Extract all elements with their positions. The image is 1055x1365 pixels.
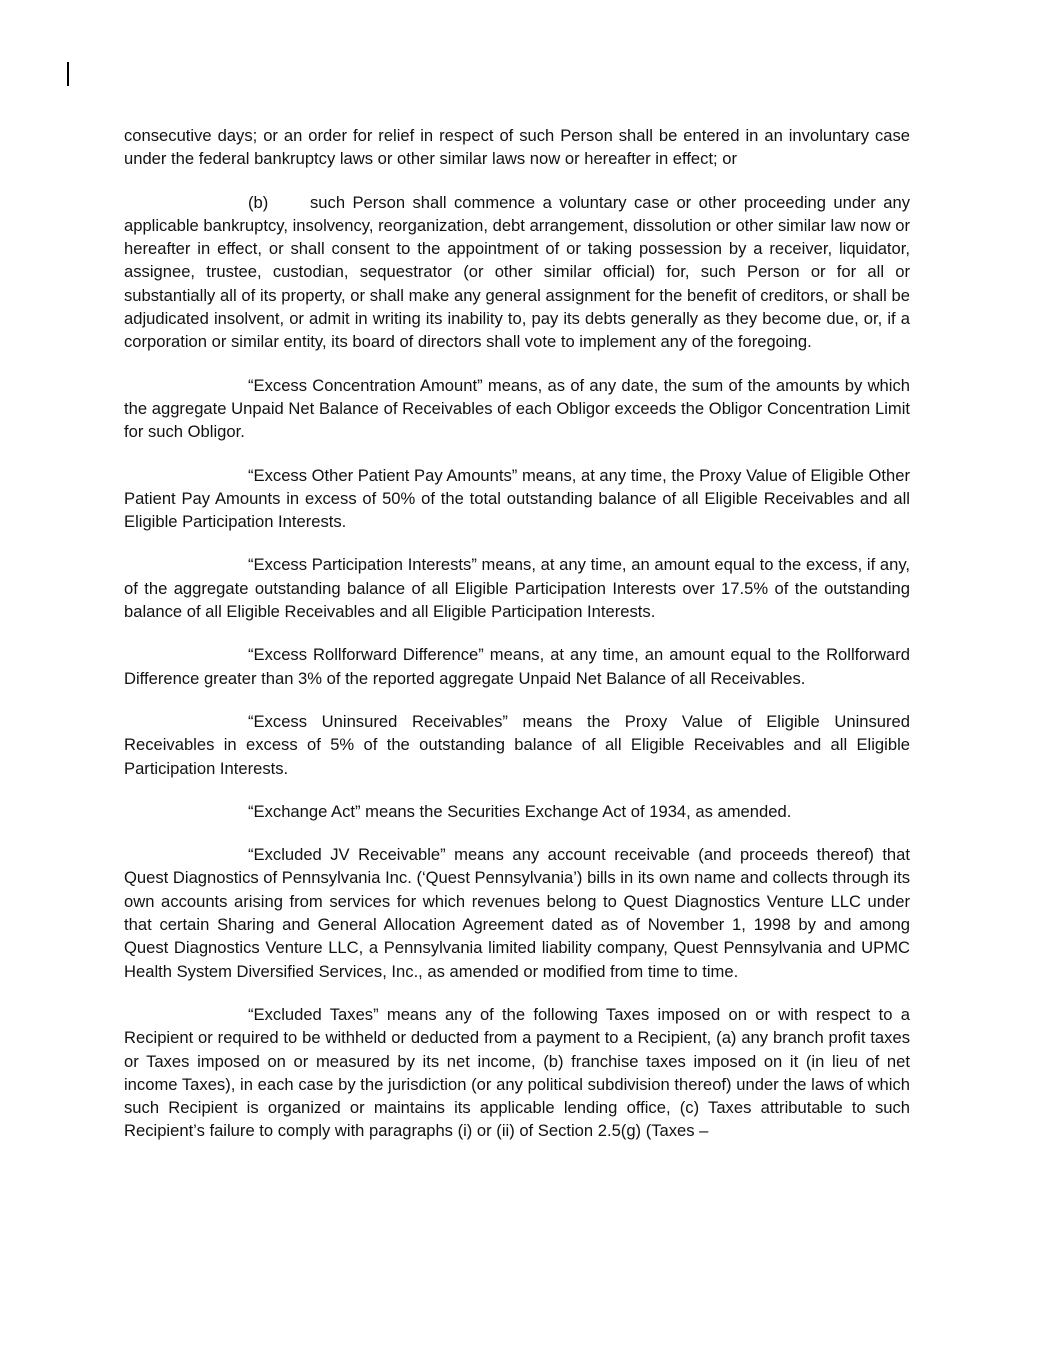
definition-excess-concentration-amount: “Excess Concentration Amount” means, as of any date, the sum of the amounts by which the aggregate Unpaid Net Balance of Receivables of each Obligor exceeds the Obligor Concentration Limit for such Obligor. [124, 375, 910, 442]
definition-excess-other-patient-pay-amounts: “Excess Other Patient Pay Amounts” means, at any time, the Proxy Value of Eligible Other Patient Pay Amounts in excess of 50% of the total outstanding balance of all Eligible Receivables and all Eligible Participation Interests. [124, 465, 910, 532]
clause-text: such Person shall commence a voluntary case or other proceeding under any applicable bankruptcy, insolvency, reorganization, debt arrangement, dissolution or other similar law now or hereafter in effect, or shall consent to the appointment of or taking possession by a receiver, liquidator, assignee, trustee, custodian, sequestrator (or other similar official) for, such Person or for all or substantially all of its property, or shall make any general assignment for the benefit of creditors, or shall be adjudicated insolvent, or admit in writing its inability to, pay its debts generally as they become due, or, if a corporation or similar entity, its board of directors shall vote to implement any of the foregoing. [124, 192, 910, 352]
revision-change-bar [67, 62, 69, 86]
definition-excess-rollforward-difference: “Excess Rollforward Difference” means, at any time, an amount equal to the Rollforward Difference greater than 3% of the reported aggregate Unpaid Net Balance of all Receivables. [124, 645, 910, 688]
definition-excluded-jv-receivable: “Excluded JV Receivable” means any account receivable (and proceeds thereof) that Quest Diagnostics of Pennsylvania Inc. (‘Quest Pennsylvania’) bills in its own name and collects through its own accounts arising from services for which revenues belong to Quest Diagnostics Venture LLC under that certain Sharing and General Allocation Agreement dated as of November 1, 1998 by and among Quest Diagnostics Venture LLC, a Pennsylvania limited liability company, Quest Pennsylvania and UPMC Health System Diversified Services, Inc., as amended or modified from time to time. [124, 845, 910, 981]
document-body [124, 124, 910, 1163]
definition-exchange-act: “Exchange Act” means the Securities Exchange Act of 1934, as amended. [248, 801, 792, 821]
definition-excess-participation-interests: “Excess Participation Interests” means, at any time, an amount equal to the excess, if any, of the aggregate outstanding balance of all Eligible Participation Interests over 17.5% of the outstanding balance of all Eligible Receivables and all Eligible Participation Interests. [124, 555, 910, 622]
definition-excess-uninsured-receivables: “Excess Uninsured Receivables” means the Proxy Value of Eligible Uninsured Receivables in excess of 5% of the outstanding balance of all Eligible Receivables and all Eligible Participation Interests. [124, 711, 910, 778]
paragraph-continuation: consecutive days; or an order for relief in respect of such Person shall be entered in an involuntary case under the federal bankruptcy laws or other similar laws now or hereafter in effect; or [124, 126, 910, 169]
clause-label: (b) [248, 192, 269, 212]
definition-excluded-taxes: “Excluded Taxes” means any of the following Taxes imposed on or with respect to a Recipient or required to be withheld or deducted from a payment to a Recipient, (a) any branch profit taxes or Taxes imposed on or measured by its net income, (b) franchise taxes imposed on it (in lieu of net income Taxes), in each case by the jurisdiction (or any political subdivision thereof) under the laws of which such Recipient is organized or maintains its applicable lending office, (c) Taxes attributable to such Recipient’s failure to comply with paragraphs (i) or (ii) of Section 2.5(g) (Taxes – [124, 1004, 910, 1141]
paragraph-clause-b [124, 191, 910, 354]
